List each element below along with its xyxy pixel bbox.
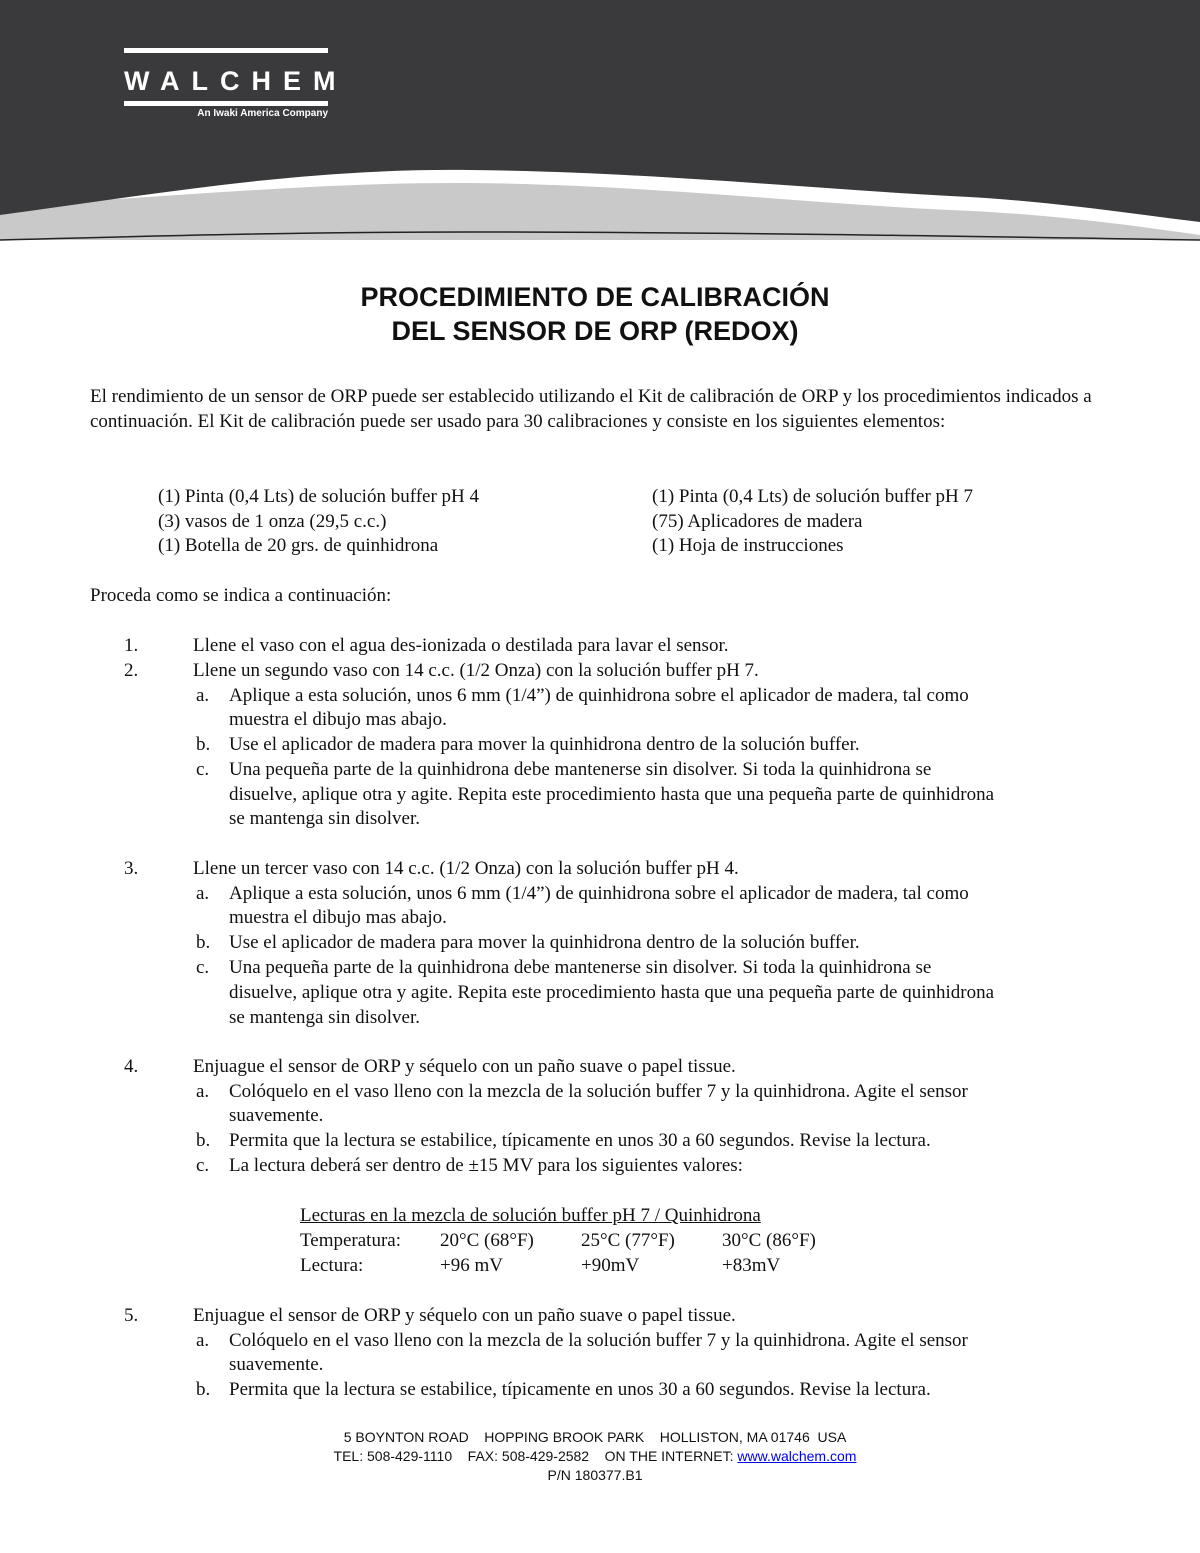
part-number: P/N 180377.B1 [547, 1467, 643, 1483]
proceed-text: Proceda como se indica a continuación: [90, 585, 392, 606]
step-number: 5. [124, 1305, 139, 1326]
kit-item: (75) Aplicadores de madera [652, 511, 863, 532]
kit-item: (3) vasos de 1 onza (29,5 c.c.) [158, 511, 387, 532]
footer-contact-line [0, 1447, 1190, 1466]
substep-marker: b. [196, 932, 211, 953]
substep-text: se mantenga sin disolver. [229, 808, 421, 829]
substep-text: Use el aplicador de madera para mover la quinhidrona dentro de la solución buffer. [229, 734, 860, 755]
substep-text: Permita que la lectura se estabilice, típicamente en unos 30 a 60 segundos. Revise la lectura. [229, 1130, 931, 1151]
step-text: Enjuague el sensor de ORP y séquelo con un paño suave o papel tissue. [193, 1305, 736, 1326]
substep-text: La lectura deberá ser dentro de ±15 MV para los siguientes valores: [229, 1155, 743, 1176]
table-row-label: Lectura: [300, 1255, 364, 1276]
substep-marker: c. [196, 957, 210, 978]
substep-text: Colóquelo en el vaso lleno con la mezcla de la solución buffer 7 y la quinhidrona. Agite el sensor [229, 1330, 968, 1351]
substep-marker: a. [196, 685, 210, 706]
substep-text: Una pequeña parte de la quinhidrona debe mantenerse sin disolver. Si toda la quinhidrona se [229, 957, 932, 978]
substep-text: Colóquelo en el vaso lleno con la mezcla de la solución buffer 7 y la quinhidrona. Agite el sensor [229, 1081, 968, 1102]
substep-text: Use el aplicador de madera para mover la quinhidrona dentro de la solución buffer. [229, 932, 860, 953]
substep-marker: a. [196, 883, 210, 904]
substep-marker: a. [196, 1330, 210, 1351]
substep-text: Permita que la lectura se estabilice, típicamente en unos 30 a 60 segundos. Revise la lectura. [229, 1379, 931, 1400]
table-caption: Lecturas en la mezcla de solución buffer pH 7 / Quinhidrona [300, 1205, 761, 1226]
step-text: Enjuague el sensor de ORP y séquelo con un paño suave o papel tissue. [193, 1056, 736, 1077]
substep-text: muestra el dibujo mas abajo. [229, 709, 447, 730]
logo-tagline: An Iwaki America Company [197, 108, 328, 119]
kit-item: (1) Pinta (0,4 Lts) de solución buffer pH 7 [652, 486, 974, 507]
footer-address: 5 BOYNTON ROAD HOPPING BROOK PARK HOLLISTON, MA 01746 USA [343, 1429, 847, 1445]
letterhead-banner [0, 0, 1200, 245]
substep-marker: c. [196, 1155, 210, 1176]
substep-text: muestra el dibujo mas abajo. [229, 907, 447, 928]
substep-marker: c. [196, 759, 210, 780]
substep-text: disuelve, aplique otra y agite. Repita este procedimiento hasta que una pequeña parte de quinhidrona [229, 784, 995, 805]
substep-marker: b. [196, 1130, 211, 1151]
website-link[interactable]: www.walchem.com [737, 1448, 857, 1464]
kit-item: (1) Pinta (0,4 Lts) de solución buffer pH 4 [158, 486, 480, 507]
table-row-label: Temperatura: [300, 1230, 402, 1251]
substep-text: Aplique a esta solución, unos 6 mm (1/4”) de quinhidrona sobre el aplicador de madera, tal como [229, 883, 969, 904]
substep-marker: b. [196, 734, 211, 755]
step-text: Llene un segundo vaso con 14 c.c. (1/2 Onza) con la solución buffer pH 7. [193, 660, 759, 681]
walchem-logo [124, 48, 348, 122]
banner-wave-graphic [0, 0, 1200, 245]
substep-text: suavemente. [229, 1105, 324, 1126]
intro-paragraph: El rendimiento de un sensor de ORP puede ser establecido utilizando el Kit de calibración de ORP y los procedimientos indicados a continuación. El Kit de calibración puede ser usado para 30 calibraciones y consiste en los siguientes elementos: [90, 386, 1092, 432]
substep-text: Aplique a esta solución, unos 6 mm (1/4”) de quinhidrona sobre el aplicador de madera, tal como [229, 685, 969, 706]
table-cell: +83mV [722, 1255, 781, 1276]
table-cell: 20°C (68°F) [440, 1230, 534, 1251]
substep-marker: a. [196, 1081, 210, 1102]
title-line-2: DEL SENSOR DE ORP (REDOX) [391, 316, 799, 346]
step-number: 4. [124, 1056, 139, 1077]
substep-text: disuelve, aplique otra y agite. Repita este procedimiento hasta que una pequeña parte de quinhidrona [229, 982, 995, 1003]
step-text: Llene un tercer vaso con 14 c.c. (1/2 Onza) con la solución buffer pH 4. [193, 858, 739, 879]
substep-text: se mantenga sin disolver. [229, 1007, 421, 1028]
page-footer [0, 1428, 1190, 1485]
table-cell: 25°C (77°F) [581, 1230, 675, 1251]
kit-item: (1) Hoja de instrucciones [652, 535, 844, 556]
logo-wordmark: WALCHEM [124, 66, 348, 96]
table-cell: +90mV [581, 1255, 640, 1276]
table-cell: +96 mV [440, 1255, 503, 1276]
document-title [0, 280, 1190, 348]
logo-top-bar [124, 48, 328, 53]
table-cell: 30°C (86°F) [722, 1230, 816, 1251]
substep-text: suavemente. [229, 1354, 324, 1375]
step-number: 2. [124, 660, 139, 681]
title-line-1: PROCEDIMIENTO DE CALIBRACIÓN [360, 282, 830, 312]
kit-item: (1) Botella de 20 grs. de quinhidrona [158, 535, 439, 556]
step-number: 3. [124, 858, 139, 879]
logo-bottom-bar [124, 101, 328, 106]
step-number: 1. [124, 635, 139, 656]
substep-text: Una pequeña parte de la quinhidrona debe mantenerse sin disolver. Si toda la quinhidrona se [229, 759, 932, 780]
step-text: Llene el vaso con el agua des-ionizada o destilada para lavar el sensor. [193, 635, 729, 656]
substep-marker: b. [196, 1379, 211, 1400]
footer-contact: TEL: 508-429-1110 FAX: 508-429-2582 ON THE INTERNET: [333, 1448, 734, 1464]
